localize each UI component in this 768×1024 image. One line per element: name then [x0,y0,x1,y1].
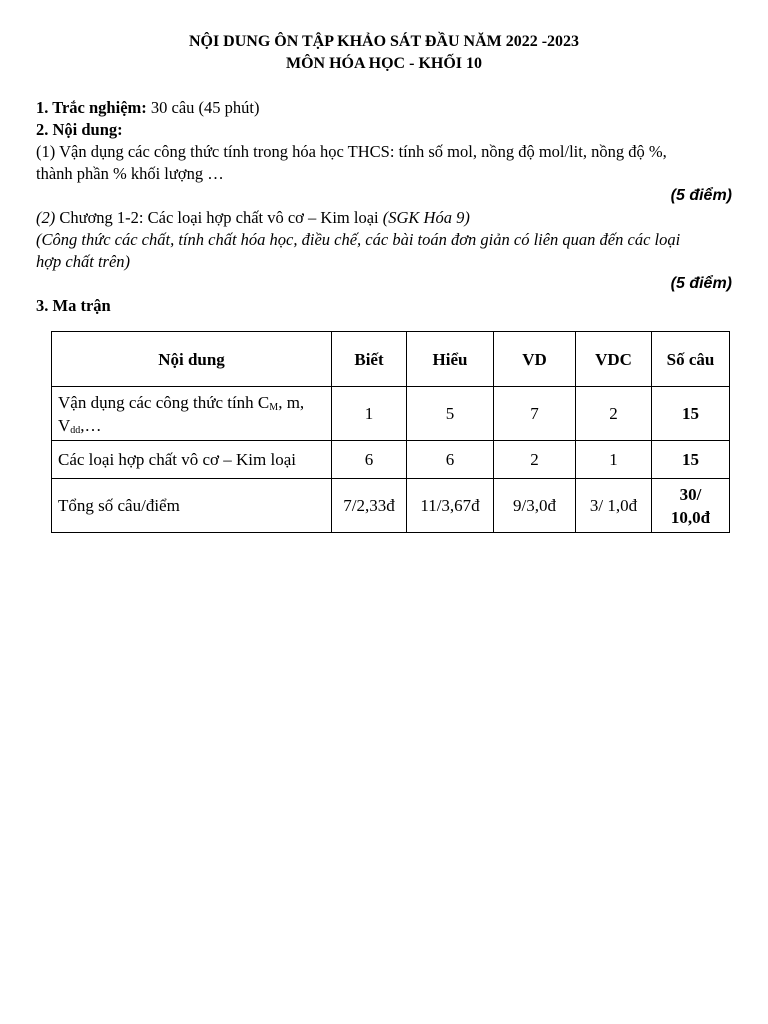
row-3-hieu: 11/3,67đ [407,479,494,533]
header-cell-biet: Biết [332,332,407,387]
row-3-biet: 7/2,33đ [332,479,407,533]
row-3-vd: 9/3,0đ [494,479,576,533]
section-2-item-1-number: (1) [36,142,56,161]
row-1-content-part-c: V [58,415,71,435]
document-page [36,31,732,317]
section-2-item-2-score: (5 điểm) [670,275,732,292]
header-cell-vdc: VDC [576,332,652,387]
matrix-table-container [51,331,730,533]
table-header-row [52,332,730,387]
section-3-label: 3. Ma trận [36,296,111,315]
row-1-total: 15 [652,387,730,441]
row-1-biet: 1 [332,387,407,441]
row-3-total-line-2: 10,0đ [670,507,711,527]
row-2-vd: 2 [494,441,576,479]
row-3-total [652,479,730,533]
row-1-content-part-b: , m, [278,392,305,412]
section-2-item-2-text: Chương 1-2: Các loại hợp chất vô cơ – Kim loại [55,208,383,227]
document-title-line-1: NỘI DUNG ÔN TẬP KHẢO SÁT ĐẦU NĂM 2022 -2023 [188,33,580,50]
row-2-content: Các loại hợp chất vô cơ – Kim loại [52,441,332,479]
row-2-total: 15 [652,441,730,479]
row-3-content: Tổng số câu/điểm [52,479,332,533]
section-2-label: 2. Nội dung: [36,120,123,139]
row-2-hieu: 6 [407,441,494,479]
document-title-line-2: MÔN HÓA HỌC - KHỐI 10 [286,55,482,72]
table-row [52,441,730,479]
header-cell-vd: VD [494,332,576,387]
row-3-vdc: 3/ 1,0đ [576,479,652,533]
table-row [52,479,730,533]
row-2-biet: 6 [332,441,407,479]
row-1-content-sub-1: M [269,401,279,413]
table-row [52,387,730,441]
section-1-text: 30 câu (45 phút) [146,98,260,117]
matrix-table [51,331,730,533]
section-2-item-1 [36,141,696,185]
section-1-label: 1. Trắc nghiệm: [36,98,147,117]
row-2-vdc: 1 [576,441,652,479]
section-2-item-1-text: Vận dụng các công thức tính trong hóa học THCS: tính số mol, nồng độ mol/lit, nồng độ %, thành phần % khối lượng … [36,142,667,183]
section-1-line [36,97,732,119]
row-1-vdc: 2 [576,387,652,441]
row-1-hieu: 5 [407,387,494,441]
header-cell-content: Nội dung [52,332,332,387]
section-2-item-2 [36,207,732,229]
row-1-content-part-d: ,… [80,415,102,435]
section-2-item-2-source: (SGK Hóa 9) [382,208,470,227]
row-1-vd: 7 [494,387,576,441]
header-cell-total: Số câu [652,332,730,387]
row-1-content-sub-2: dd [70,424,81,436]
spacer [36,75,732,97]
row-3-total-line-1: 30/ [679,484,702,504]
row-1-content [52,387,332,441]
row-1-content-part-a: Vận dụng các công thức tính C [58,392,270,412]
section-2-item-2-number: (2) [36,208,56,227]
header-cell-hieu: Hiểu [407,332,494,387]
section-2-item-2-note: (Công thức các chất, tính chất hóa học, điều chế, các bài toán đơn giản có liên quan đến các loại hợp chất trên) [36,230,681,271]
section-2-item-1-score: (5 điểm) [670,187,732,204]
